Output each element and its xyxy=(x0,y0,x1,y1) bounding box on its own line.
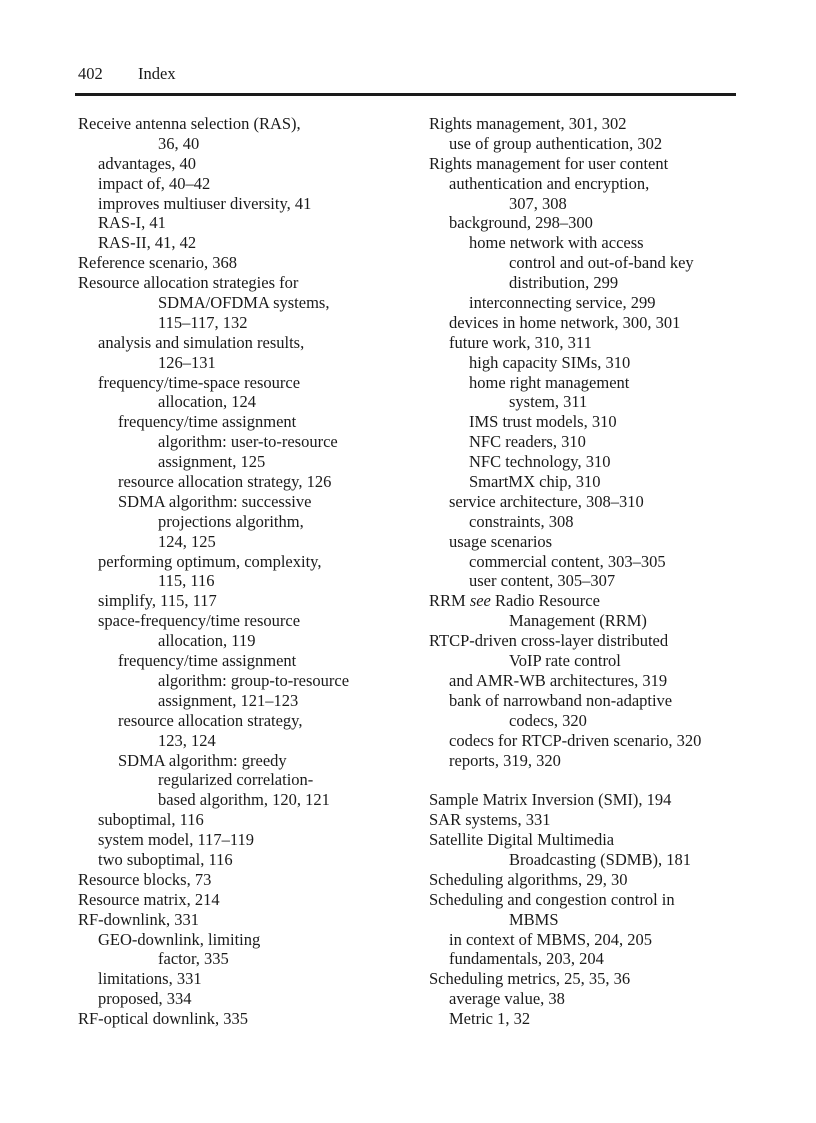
index-subentry: NFC technology, 310 xyxy=(469,452,611,472)
index-entry-continuation: 115, 116 xyxy=(158,571,215,591)
index-subentry: devices in home network, 300, 301 xyxy=(449,312,681,332)
index-subentry: background, 298–300 xyxy=(449,213,593,233)
index-entry: Resource blocks, 73 xyxy=(78,869,212,889)
index-subentry: authentication and encryption, xyxy=(449,173,650,193)
index-entry-continuation: VoIP rate control xyxy=(509,651,621,671)
index-term: RRM xyxy=(429,591,466,611)
index-subentry: two suboptimal, 116 xyxy=(98,849,233,869)
index-entry: Satellite Digital Multimedia xyxy=(429,830,615,850)
index-subentry: usage scenarios xyxy=(449,531,553,551)
index-subentry: simplify, 115, 117 xyxy=(98,591,217,611)
index-entry: Receive antenna selection (RAS), xyxy=(78,114,301,133)
index-entry-continuation: factor, 335 xyxy=(158,949,229,969)
index-entry: Sample Matrix Inversion (SMI), 194 xyxy=(429,790,672,810)
index-subentry: proposed, 334 xyxy=(98,989,192,1009)
index-subentry: system model, 117–119 xyxy=(98,830,254,850)
index-entry: Rights management, 301, 302 xyxy=(429,114,627,133)
index-subentry: IMS trust models, 310 xyxy=(469,412,617,432)
index-subentry: RAS-I, 41 xyxy=(98,213,166,233)
index-entry: RF-downlink, 331 xyxy=(78,909,200,929)
index-subentry: NFC readers, 310 xyxy=(469,432,586,452)
index-subentry: space-frequency/time resource xyxy=(98,611,301,631)
index-subentry: and AMR-WB architectures, 319 xyxy=(449,670,668,690)
index-entry: RTCP-driven cross-layer distributed xyxy=(429,631,669,651)
index-entry: Reference scenario, 368 xyxy=(78,253,237,273)
index-subentry: use of group authentication, 302 xyxy=(449,133,663,153)
index-subentry: SDMA algorithm: greedy xyxy=(118,750,287,770)
index-subentry: user content, 305–307 xyxy=(469,571,616,591)
index-entry: Rights management for user content xyxy=(429,153,669,173)
letter-group-gap xyxy=(429,770,749,790)
index-subentry: RAS-II, 41, 42 xyxy=(98,233,197,253)
see-reference: see xyxy=(469,591,491,611)
index-entry-continuation: Management (RRM) xyxy=(509,611,647,631)
index-entry-continuation: algorithm: user-to-resource xyxy=(158,432,338,452)
index-subentry: in context of MBMS, 204, 205 xyxy=(449,929,653,949)
index-subentry: frequency/time assignment xyxy=(118,651,297,671)
index-entry-continuation: assignment, 125 xyxy=(158,452,266,472)
index-subentry: frequency/time assignment xyxy=(118,412,297,432)
index-entry: Resource matrix, 214 xyxy=(78,889,220,909)
index-entry-continuation: 124, 125 xyxy=(158,531,216,551)
index-entry xyxy=(429,591,749,611)
index-entry-continuation: allocation, 119 xyxy=(158,631,256,651)
index-entry-continuation: projections algorithm, xyxy=(158,511,304,531)
index-subentry: home right management xyxy=(469,372,630,392)
index-entry: Resource allocation strategies for xyxy=(78,273,299,293)
index-entry-continuation: Broadcasting (SDMB), 181 xyxy=(509,849,691,869)
index-entry: Scheduling algorithms, 29, 30 xyxy=(429,869,628,889)
index-column-right xyxy=(429,114,749,1029)
index-entry: Scheduling and congestion control in xyxy=(429,889,675,909)
index-subentry: interconnecting service, 299 xyxy=(469,293,656,313)
index-entry-continuation: 115–117, 132 xyxy=(158,312,248,332)
index-entry-continuation: SDMA/OFDMA systems, xyxy=(158,293,330,313)
page-number: 402 xyxy=(78,64,103,83)
index-subentry: service architecture, 308–310 xyxy=(449,491,644,511)
index-entry-continuation: based algorithm, 120, 121 xyxy=(158,790,330,810)
index-entry-continuation: 36, 40 xyxy=(158,133,200,153)
index-subentry: analysis and simulation results, xyxy=(98,332,305,352)
index-subentry: reports, 319, 320 xyxy=(449,750,561,770)
header-rule xyxy=(75,93,736,96)
index-entry-continuation: algorithm: group-to-resource xyxy=(158,670,350,690)
index-entry-continuation: control and out-of-band key xyxy=(509,253,694,273)
index-subentry: impact of, 40–42 xyxy=(98,173,211,193)
index-entry-continuation: system, 311 xyxy=(509,392,588,412)
index-subentry: codecs for RTCP-driven scenario, 320 xyxy=(449,730,702,750)
index-subentry: commercial content, 303–305 xyxy=(469,551,666,571)
index-subentry: advantages, 40 xyxy=(98,153,197,173)
index-subentry: frequency/time-space resource xyxy=(98,372,301,392)
index-subentry: resource allocation strategy, xyxy=(118,710,303,730)
index-entry: SAR systems, 331 xyxy=(429,810,551,830)
index-entry-continuation: regularized correlation- xyxy=(158,770,314,790)
index-subentry: average value, 38 xyxy=(449,989,565,1009)
index-subentry: limitations, 331 xyxy=(98,969,202,989)
index-entry-continuation: 307, 308 xyxy=(509,193,567,213)
index-entry-continuation: assignment, 121–123 xyxy=(158,690,299,710)
index-subentry: home network with access xyxy=(469,233,644,253)
index-entry: RF-optical downlink, 335 xyxy=(78,1009,249,1029)
index-entry-continuation: codecs, 320 xyxy=(509,710,587,730)
index-subentry: improves multiuser diversity, 41 xyxy=(98,193,312,213)
index-subentry: bank of narrowband non-adaptive xyxy=(449,690,673,710)
index-entry-continuation: distribution, 299 xyxy=(509,273,619,293)
running-head: Index xyxy=(138,64,176,83)
index-entry: Scheduling metrics, 25, 35, 36 xyxy=(429,969,631,989)
index-subentry: high capacity SIMs, 310 xyxy=(469,352,631,372)
index-subentry: constraints, 308 xyxy=(469,511,574,531)
index-subentry: fundamentals, 203, 204 xyxy=(449,949,604,969)
see-target: Radio Resource xyxy=(495,591,600,611)
index-entry-continuation: allocation, 124 xyxy=(158,392,257,412)
index-entry-continuation: 123, 124 xyxy=(158,730,216,750)
index-entry-continuation: MBMS xyxy=(509,909,559,929)
index-subentry: performing optimum, complexity, xyxy=(98,551,322,571)
index-subentry: Metric 1, 32 xyxy=(449,1009,531,1029)
index-subentry: resource allocation strategy, 126 xyxy=(118,472,332,492)
index-subentry: SDMA algorithm: successive xyxy=(118,491,312,511)
index-entry-continuation: 126–131 xyxy=(158,352,216,372)
index-subentry: GEO-downlink, limiting xyxy=(98,929,261,949)
index-subentry: future work, 310, 311 xyxy=(449,332,592,352)
index-column-left xyxy=(78,114,408,1029)
index-subentry: SmartMX chip, 310 xyxy=(469,472,601,492)
index-subentry: suboptimal, 116 xyxy=(98,810,204,830)
